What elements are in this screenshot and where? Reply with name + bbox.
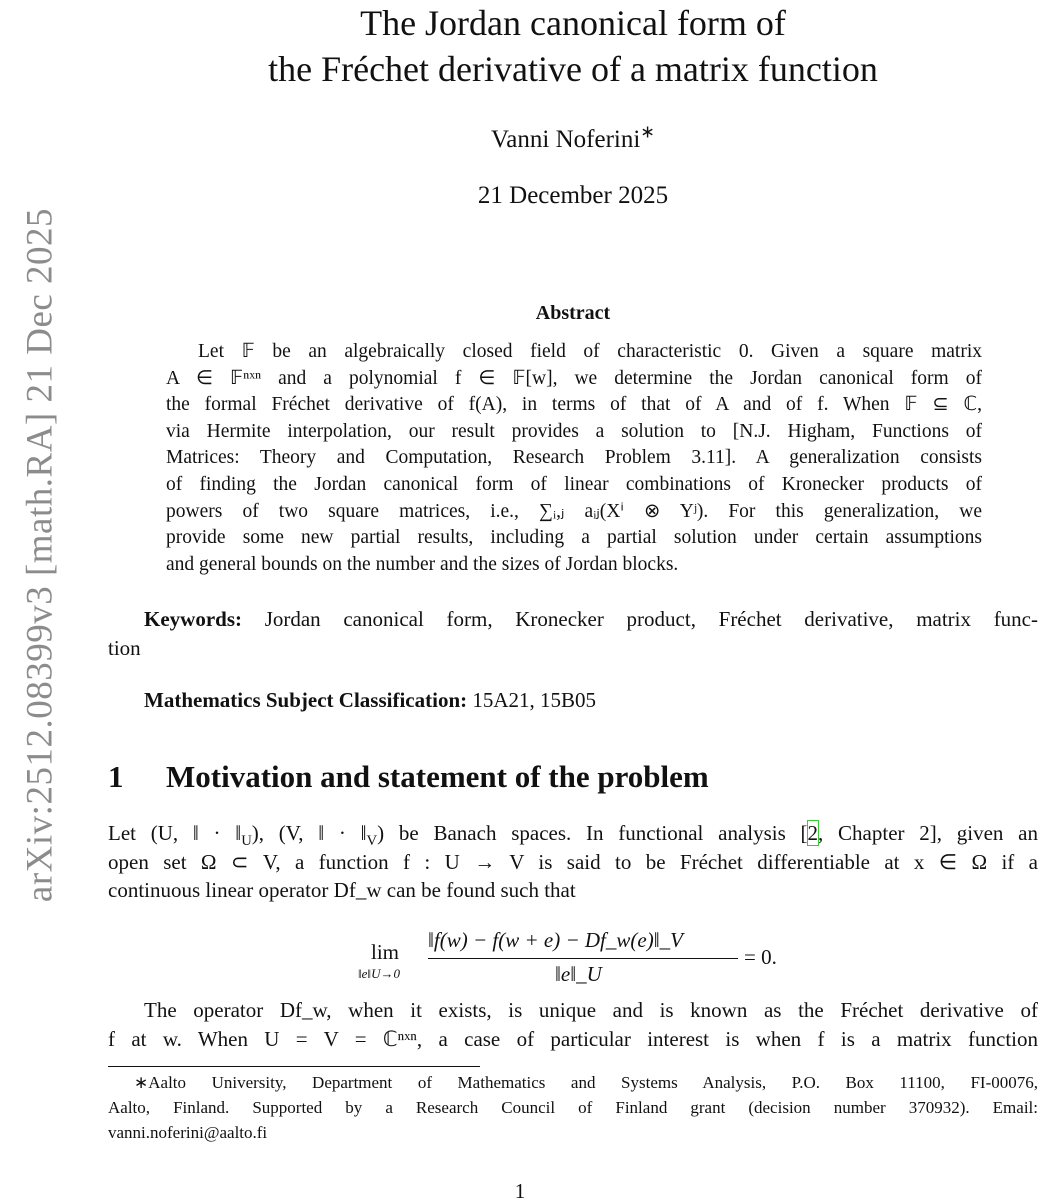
footnote xyxy=(108,1070,1038,1145)
abstract-line: provide some new partial results, including a partial solution under certain assumptions xyxy=(166,527,982,549)
paragraph-line: The operator Df_w, when it exists, is unique and is known as the Fréchet derivative of xyxy=(144,998,1038,1022)
paragraph-line: f at w. When U = V = ℂⁿˣⁿ, a case of particular interest is when f is a matrix function xyxy=(108,1026,1038,1051)
keywords-text-continued: tion xyxy=(108,636,141,660)
title-line-1: The Jordan canonical form of xyxy=(360,3,786,43)
section-title: Motivation and statement of the problem xyxy=(166,759,709,794)
msc-block xyxy=(144,686,596,715)
paper-title xyxy=(108,0,1038,92)
citation-link[interactable]: 2 xyxy=(807,821,819,845)
keywords-label: Keywords: xyxy=(144,607,242,631)
abstract-line: Let 𝔽 be an algebraically closed field of characteristic 0. Given a square matrix xyxy=(198,341,982,362)
arxiv-side-stamp: arXiv:2512.08399v3 [math.RA] 21 Dec 2025 xyxy=(19,207,61,903)
equation-denominator: ‖e‖_U xyxy=(555,962,602,986)
footnote-line: ∗Aalto University, Department of Mathematics and Systems Analysis, P.O. Box 11100, FI-00076, xyxy=(134,1073,1038,1092)
equation-limit: lim xyxy=(371,940,400,964)
paper-date: 21 December 2025 xyxy=(477,182,669,209)
abstract-line: the formal Fréchet derivative of f(A), in terms of that of A and of f. When 𝔽 ⊆ ℂ, xyxy=(166,394,982,416)
display-equation xyxy=(0,922,1040,988)
abstract-line: of finding the Jordan canonical form of linear combinations of Kronecker products of xyxy=(166,473,982,495)
msc-label: Mathematics Subject Classification: xyxy=(144,688,468,712)
msc-value: 15A21, 15B05 xyxy=(472,688,597,712)
footnote-rule xyxy=(108,1066,480,1067)
equation-limit-subscript: ‖e‖U→0 xyxy=(358,966,400,981)
abstract-line: and general bounds on the number and the sizes of Jordan blocks. xyxy=(166,553,679,575)
abstract-heading: Abstract xyxy=(535,302,611,324)
paragraph-line: open set Ω ⊂ V, a function f : U → V is said to be Fréchet differentiable at x ∈ Ω if a xyxy=(108,849,1038,874)
footnote-email[interactable]: vanni.noferini@aalto.fi xyxy=(108,1123,268,1142)
keywords-block xyxy=(108,605,1038,663)
paragraph-2 xyxy=(108,996,1038,1053)
abstract-line: via Hermite interpolation, our result provides a solution to [N.J. Higham, Functions of xyxy=(166,420,982,442)
author-line xyxy=(108,121,1038,156)
abstract-line: A ∈ 𝔽ⁿˣⁿ and a polynomial f ∈ 𝔽[w], we determine the Jordan canonical form of xyxy=(166,367,982,389)
equation-rhs: = 0. xyxy=(744,945,777,969)
abstract-line: Matrices: Theory and Computation, Research Problem 3.11]. A generalization consists xyxy=(166,447,982,469)
fraction-bar xyxy=(428,958,738,959)
section-heading xyxy=(108,757,709,797)
paragraph-line: continuous linear operator Df_w can be found such that xyxy=(108,878,576,902)
paragraph-1 xyxy=(108,819,1038,905)
author-footnote-mark[interactable]: ∗ xyxy=(640,121,655,142)
title-line-2: the Fréchet derivative of a matrix function xyxy=(268,49,878,89)
footnote-line: Aalto, Finland. Supported by a Research Council of Finland grant (decision number 370932). Email: xyxy=(108,1098,1038,1117)
author-name: Vanni Noferini xyxy=(491,126,641,153)
abstract-line: powers of two square matrices, i.e., ∑ᵢ,ⱼ aᵢⱼ(Xⁱ ⊗ Yʲ). For this generalization, we xyxy=(166,500,982,522)
paragraph-line: Let (U, ‖ · $‖_U$), (V, ‖ · $‖_V$) be Banach spaces. In functional analysis [2, Chapter 2], given an xyxy=(108,821,1038,850)
equation-numerator: ‖f(w) − f(w + e) − Df_w(e)‖_V xyxy=(428,928,683,952)
page-number: 1 xyxy=(514,1179,526,1203)
keywords-text: Jordan canonical form, Kronecker product, Fréchet derivative, matrix func- xyxy=(264,607,1038,631)
abstract-body xyxy=(166,339,982,578)
section-number: 1 xyxy=(108,759,124,794)
